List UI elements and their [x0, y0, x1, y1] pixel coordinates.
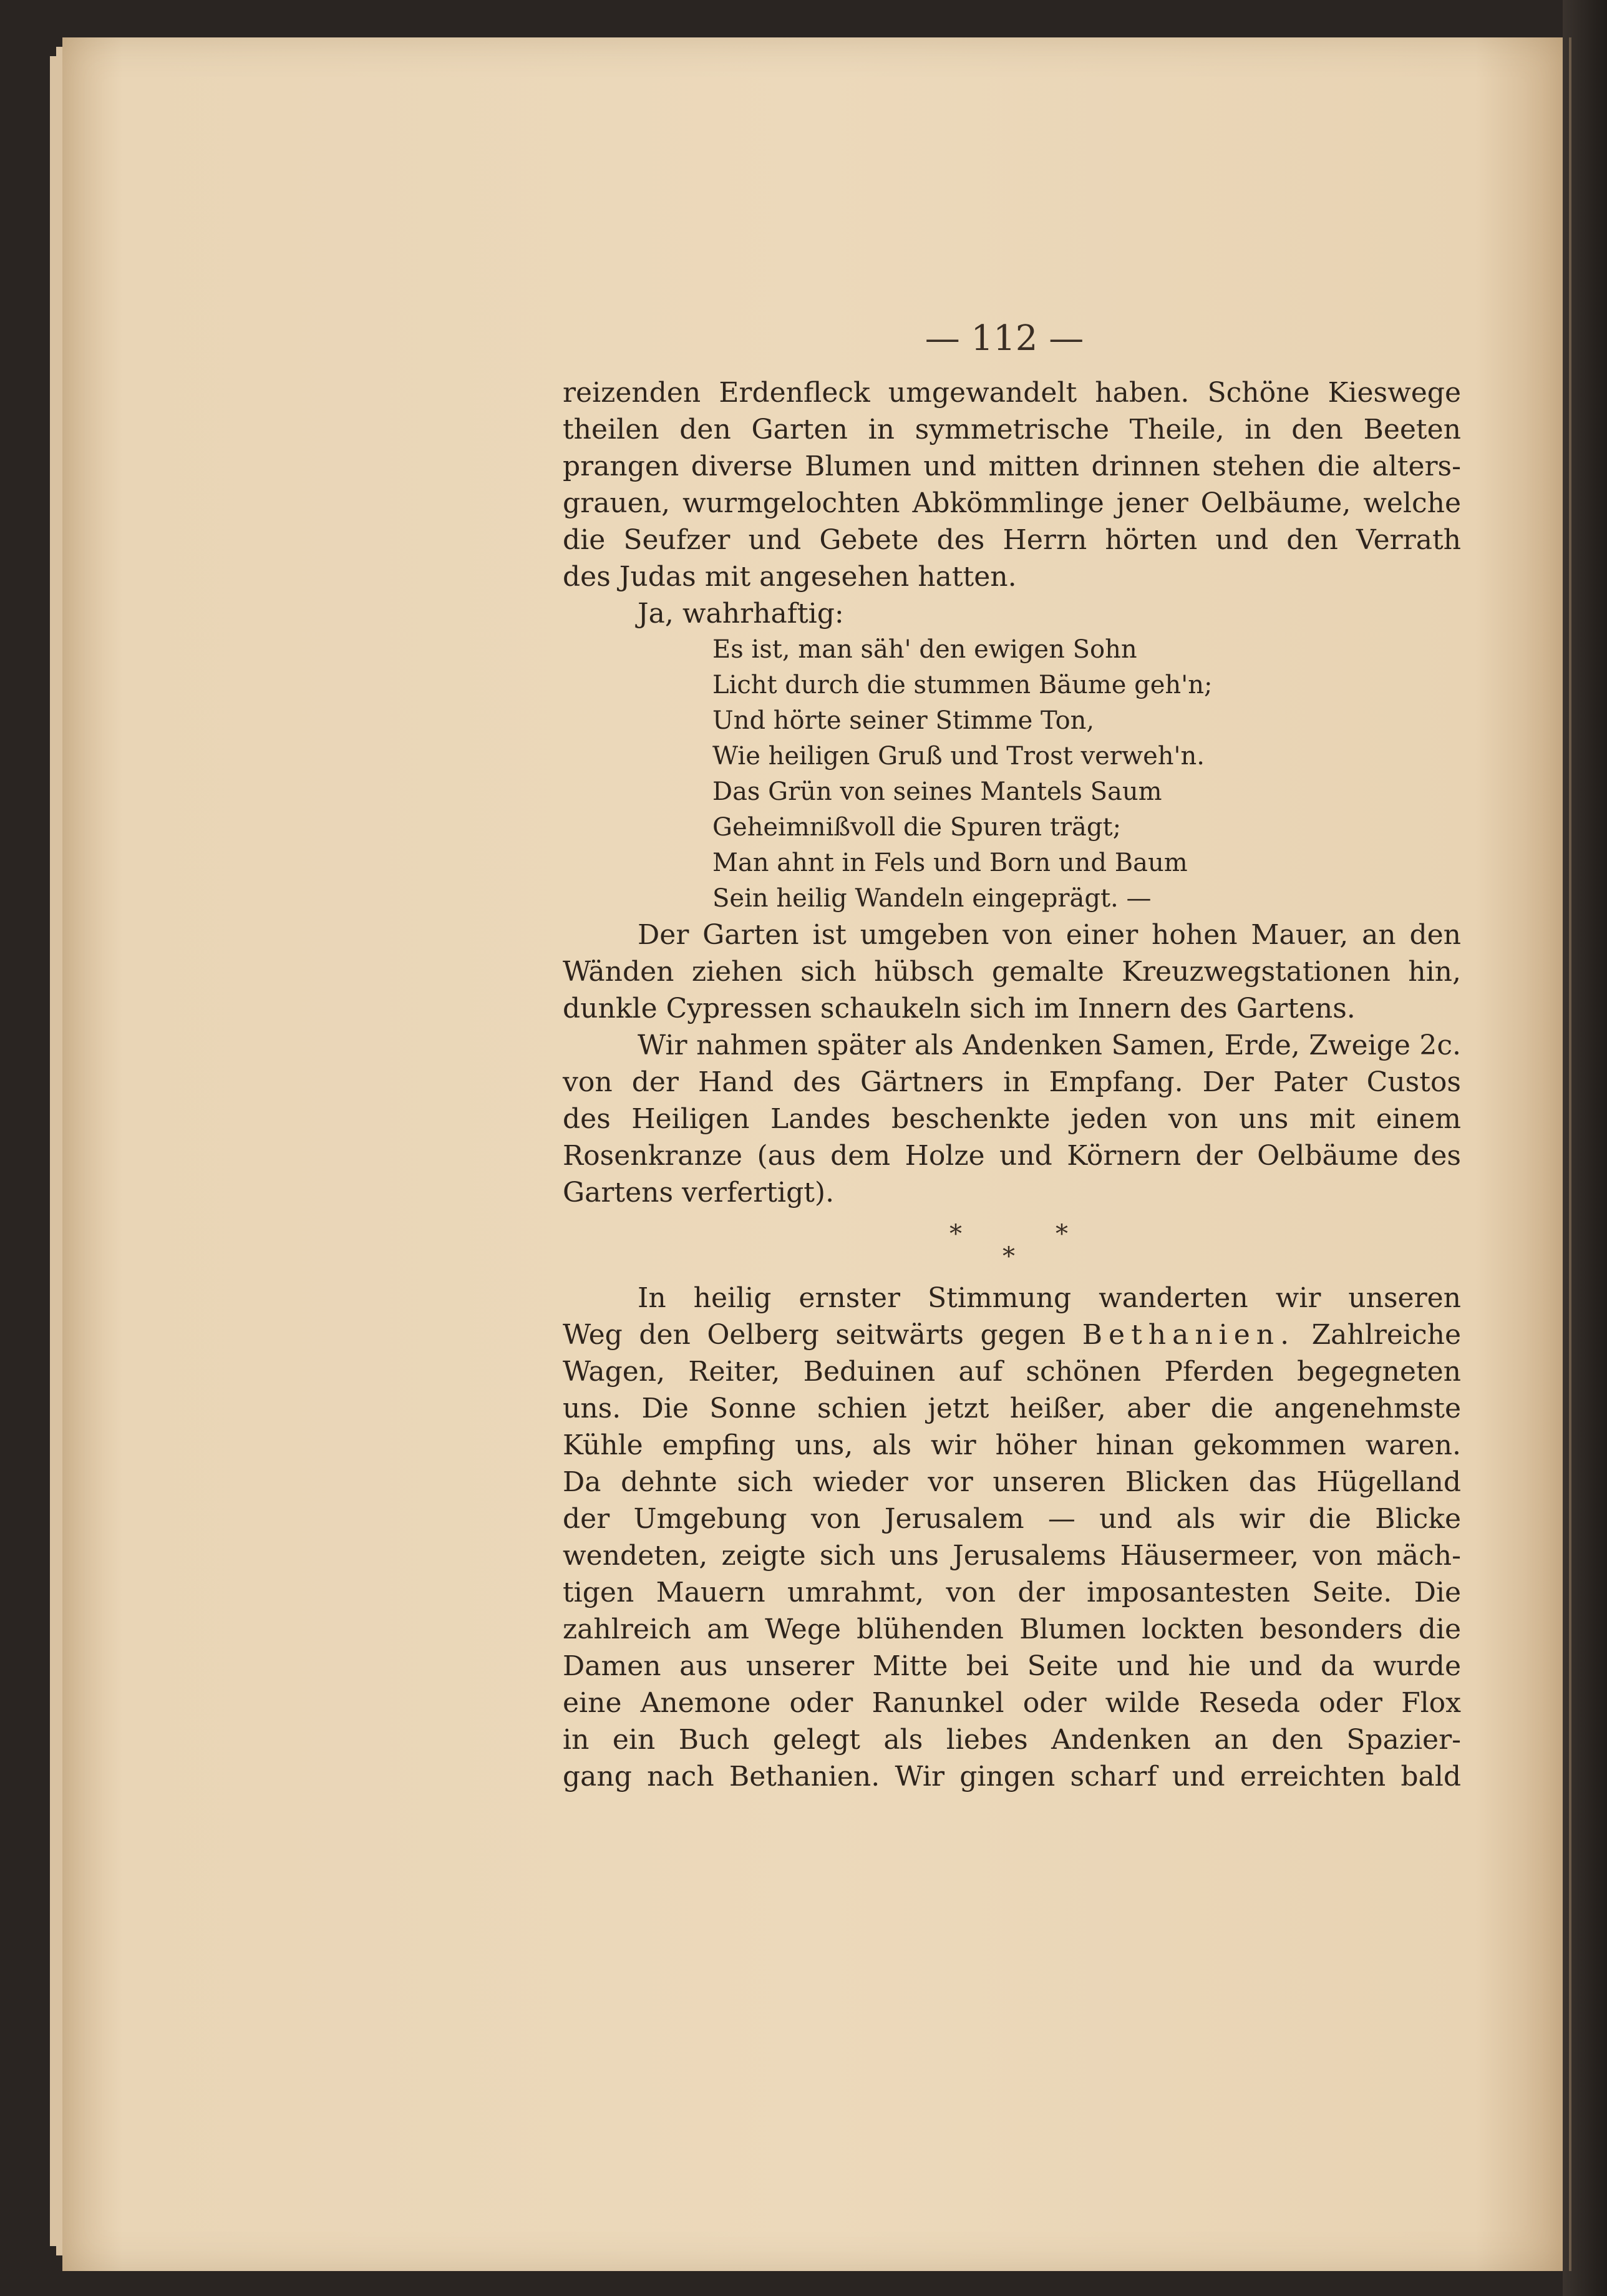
text-line: Wir nahmen später als Andenken Samen, Erde, Zweige 2c.: [638, 1029, 1461, 1061]
text-line: reizenden Erdenfleck umgewandelt haben. Schöne Kieswege: [563, 377, 1461, 409]
text-segment: Zahlreiche: [1295, 1319, 1461, 1351]
gutter-line: [1569, 37, 1571, 2271]
text-line: Kühle empfing uns, als wir höher hinan gekommen waren.: [563, 1429, 1461, 1461]
verse-line: Das Grün von seines Mantels Saum: [712, 777, 1162, 806]
text-line: tigen Mauern umrahmt, von der imposantesten Seite. Die: [563, 1577, 1461, 1608]
verse-block: [712, 632, 1399, 917]
asterism: [563, 1211, 1461, 1280]
text-line: in ein Buch gelegt als liebes Andenken an den Spazier-: [563, 1724, 1461, 1756]
page-number: — 112 —: [925, 318, 1084, 359]
text-line: [563, 1316, 1461, 1353]
text-line: Wänden ziehen sich hübsch gemalte Kreuzwegstationen hin,: [563, 956, 1461, 988]
text-line: Der Garten ist umgeben von einer hohen Mauer, an den: [638, 919, 1461, 951]
text-line: theilen den Garten in symmetrische Theile, in den Beeten: [563, 414, 1461, 445]
text-line: die Seufzer und Gebete des Herrn hörten und den Verrath: [563, 524, 1461, 556]
paragraph-1: [563, 374, 1461, 595]
verse-line: Und hörte seiner Stimme Ton,: [712, 706, 1095, 735]
paragraph-2: [563, 917, 1461, 1027]
verse-line: Wie heiligen Gruß und Trost verweh'n.: [712, 742, 1205, 771]
text-line: des Judas mit angesehen hatten.: [563, 561, 1017, 593]
text-line: Gartens verfertigt).: [563, 1177, 835, 1209]
text-line: von der Hand des Gärtners in Empfang. Der Pater Custos: [563, 1066, 1461, 1098]
verse-line: Es ist, man säh' den ewigen Sohn: [712, 635, 1137, 664]
verse-line: Man ahnt in Fels und Born und Baum: [712, 849, 1188, 877]
text-line: eine Anemone oder Ranunkel oder wilde Reseda oder Flox: [563, 1687, 1461, 1719]
asterism-star: *: [949, 1220, 962, 1248]
asterism-star: *: [1003, 1242, 1015, 1271]
text-line: gang nach Bethanien. Wir gingen scharf und erreichten bald: [563, 1761, 1461, 1793]
paragraph-3: [563, 1027, 1461, 1211]
text-line: dunkle Cypressen schaukeln sich im Innern des Gartens.: [563, 993, 1356, 1024]
text-line: Rosenkranze (aus dem Holze und Körnern der Oelbäume des: [563, 1140, 1461, 1172]
verse-line: Licht durch die stummen Bäume geh'n;: [712, 671, 1213, 699]
text-line: Damen aus unserer Mitte bei Seite und hie und da wurde: [563, 1650, 1461, 1682]
text-line: Da dehnte sich wieder vor unseren Blicken das Hügelland: [563, 1466, 1461, 1498]
text-line: Wagen, Reiter, Beduinen auf schönen Pferden begegneten: [563, 1356, 1461, 1388]
paragraph-4: [563, 1280, 1461, 1795]
text-line: uns. Die Sonne schien jetzt heißer, aber die angenehmste: [563, 1393, 1461, 1424]
text-line: zahlreich am Wege blühenden Blumen lockten besonders die: [563, 1613, 1461, 1645]
text-line: In heilig ernster Stimmung wanderten wir unseren: [638, 1282, 1461, 1314]
text-line: der Umgebung von Jerusalem — und als wir die Blicke: [563, 1503, 1461, 1535]
text-segment: Weg den Oelberg seitwärts gegen: [563, 1319, 1082, 1351]
text-line: des Heiligen Landes beschenkte jeden von uns mit einem: [563, 1103, 1461, 1135]
verse-line: Sein heilig Wandeln eingeprägt. —: [712, 884, 1152, 913]
place-name-spaced: Bethanien.: [1082, 1319, 1296, 1351]
page-text: [563, 374, 1461, 1795]
text-line: wendeten, zeigte sich uns Jerusalems Häusermeer, von mäch-: [563, 1540, 1461, 1572]
intro-line: Ja, wahrhaftig:: [638, 598, 844, 630]
verse-line: Geheimnißvoll die Spuren trägt;: [712, 813, 1122, 842]
text-line: grauen, wurmgelochten Abkömmlinge jener Oelbäume, welche: [563, 487, 1461, 519]
asterism-star: *: [1056, 1220, 1068, 1248]
text-line: prangen diverse Blumen und mitten drinnen stehen die alters-: [563, 450, 1461, 482]
